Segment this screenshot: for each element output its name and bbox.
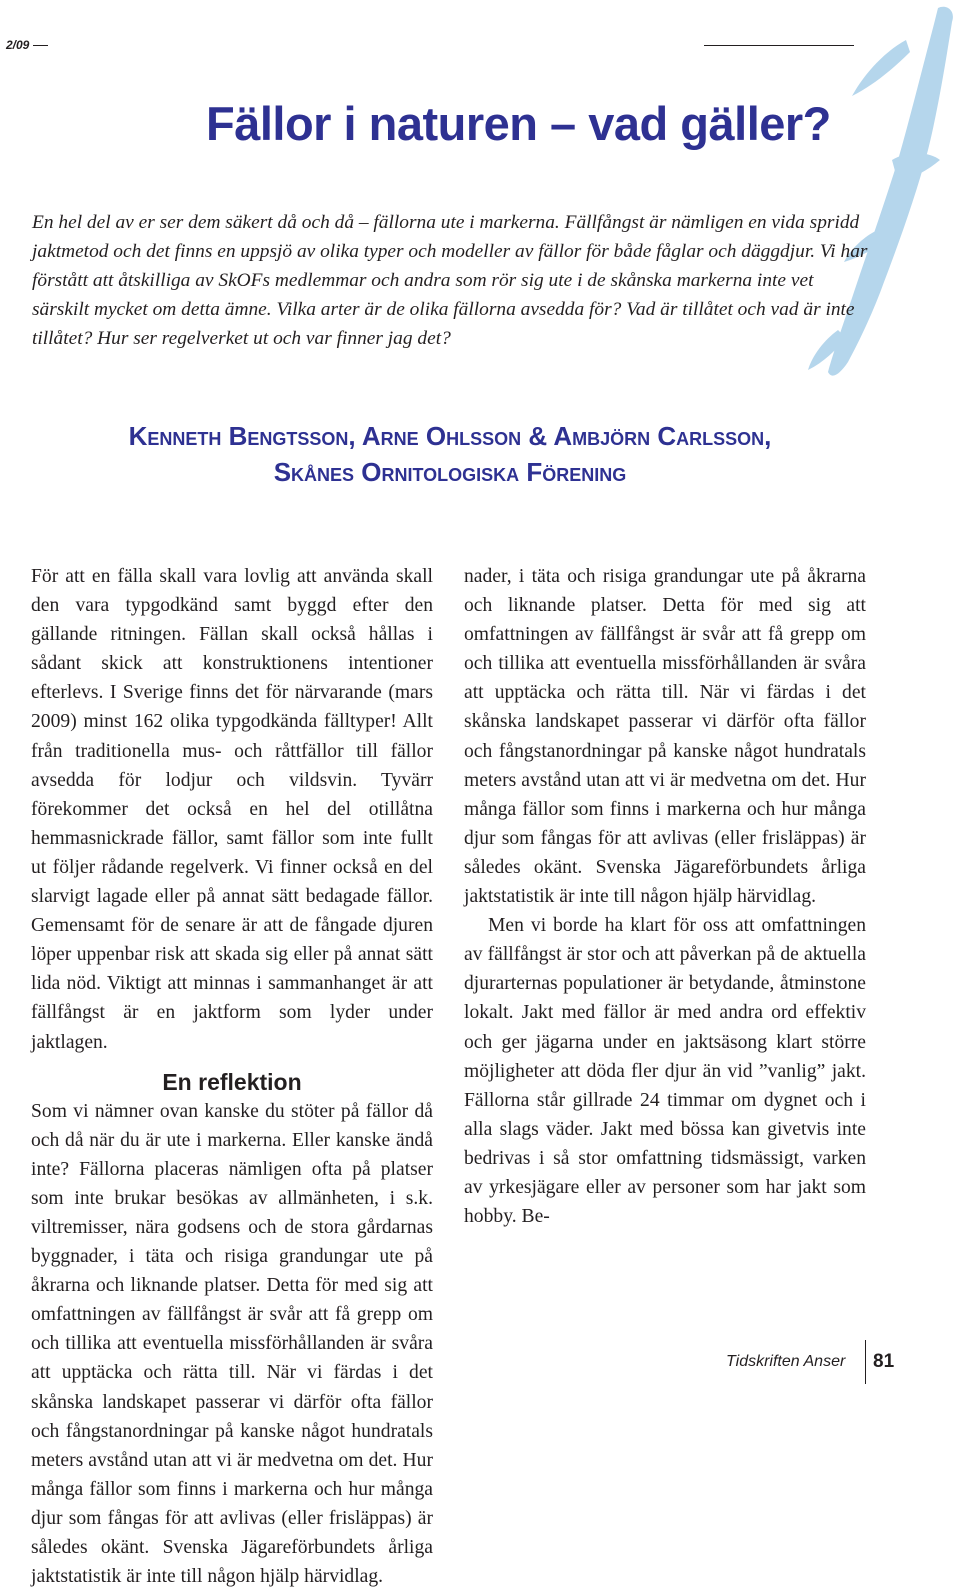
body-paragraph-1: För att en fälla skall vara lovlig att använda skall den vara typgodkänd samt byggd efter den gällande ritningen. Fällan skall också hållas i sådant skick att konstruktionens intentioner efterlevs. I Sverige finns det för närvarande (mars 2009) minst 162 olika typgodkända fälltyper! Allt från traditionella mus- och råttfällor till fällor avsedda för lodjur och vildsvin. Tyvärr förekommer det också en hel del otillåtna hemmasnickrade fällor, samt fällor som inte fullt ut följer rådande regelverk. Vi finner också en del slarvigt lagade eller på annat sätt bedagade fällor. Gemensamt för de senare är att de fångade djuren löper uppenbar risk att skada sig eller på annat sätt lida nöd. Viktigt att minnas i sammanhanget är att fällfångst är en jaktform som lyder under jaktlagen.	[31, 566, 433, 1053]
article-intro: En hel del av er ser dem säkert då och då – fällorna ute i markerna. Fällfångst är nämligen en vida spridd jaktmetod och det finns en uppsjö av olika typer och modeller av fällor för både fåglar och däggdjur. Vi har förstått att åtskilliga av SkOFs medlemmar och andra som rör sig ute i de skånska markerna inte vet särskilt mycket om detta ämne. Vilka arter är de olika fällorna avsedda för? Vad är tillåtet och vad är inte tillåtet? Hur ser regelverket ut och var finner jag det?	[32, 212, 868, 349]
subheading-en-reflektion: En reflektion	[162, 1068, 302, 1095]
article-title: Fällor i naturen – vad gäller?	[206, 97, 831, 150]
authors-names: Kenneth Bengtsson, Arne Ohlsson & Ambjörn Carlsson,	[128, 421, 772, 451]
footer-journal-name: Tidskriften Anser	[726, 1353, 846, 1370]
body-column-right	[464, 562, 866, 1231]
footer-divider	[865, 1340, 866, 1384]
page-number: 81	[873, 1351, 895, 1372]
authors-block	[0, 418, 900, 490]
body-paragraph-2-continued: nader, i täta och risiga grandungar ute på åkrarna och liknande platser. Detta för med sig att omfattningen av fällfångst är svår att få grepp om och tillika att eventuella missförhållanden är svåra att upptäcka och rätta till. När vi färdas i det skånska landskapet passerar vi därför ofta fällor och fångstanordningar på kanske något hundratals meters avstånd utan att vi är medvetna om det. Hur många fällor som finns i markerna och hur många djur som fångas för att avlivas (eller frisläppas) är således okänt. Svenska Jägareförbundets årliga jaktstatistik är inte till någon hjälp härvidlag.	[464, 566, 866, 908]
authors-organization: Skånes Ornitologiska Förening	[273, 457, 627, 487]
body-paragraph-3: Men vi borde ha klart för oss att omfattningen av fällfångst är stor och att påverkan på de aktuella djurarternas populationer är betydande, åtminstone lokalt. Jakt med fällor är med andra ord effektiv och ger jägarna under en jaktsäsong klart större möjligheter att döda fler djur än vid ”vanlig” jakt. Fällorna står gillrade 24 timmar om dygnet och i alla slags väder. Jakt med bössa kan givetvis inte bedrivas i så stor omfattning tidsmässigt, varken av yrkesjägare eller av personer som har jakt som hobby. Be-	[464, 915, 866, 1228]
body-column-left	[31, 562, 433, 1588]
body-paragraph-2: Som vi nämner ovan kanske du stöter på fällor då och då när du är ute i markerna. Eller kanske ändå inte? Fällorna placeras nämligen ofta på platser som inte brukar besökas av allmänheten, i s.k. viltremisser, nära godsens och de stora gårdarnas byggnader, i täta och risiga grandungar ute på åkrarna och liknande platser. Detta för med sig att omfattningen av fällfångst är svår att få grepp om och tillika att eventuella missförhållanden är svåra att upptäcka och rätta till. När vi färdas i det skånska landskapet passerar vi därför ofta fällor och fångstanordningar på kanske något hundratals meters avstånd utan att vi är medvetna om det. Hur många fällor som finns i markerna och hur många djur som fångas för att avlivas (eller frisläppas) är således okänt. Svenska Jägareförbundets årliga jaktstatistik är inte till någon hjälp härvidlag.	[31, 1100, 433, 1588]
issue-label: 2/09	[6, 38, 33, 52]
